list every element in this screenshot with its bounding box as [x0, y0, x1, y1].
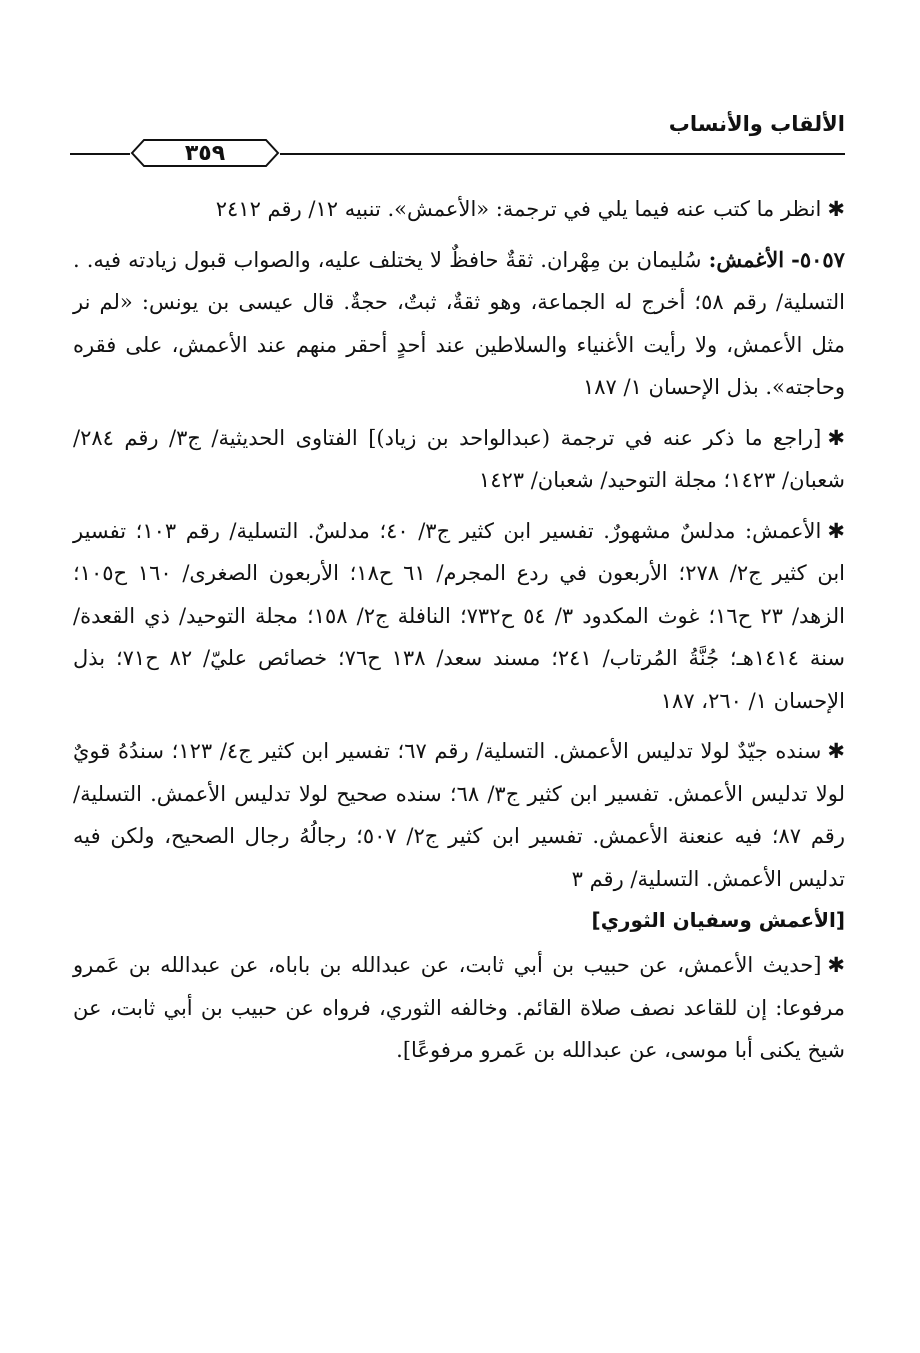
page-number-badge [130, 136, 280, 170]
page-number: ٣٥٩ [184, 141, 226, 166]
bullet-star-icon: ✱ [827, 425, 845, 450]
entry-note [73, 944, 845, 1072]
bullet-star-icon: ✱ [827, 518, 845, 543]
entry-text: سنده جيّدٌ لولا تدليس الأعمش. التسلية/ رقم ٦٧؛ تفسير ابن كثير ج٤/ ١٢٣؛ سندُهُ قويٌ لولا تدليس الأعمش. تفسير ابن كثير ج٣/ ٦٨؛ سنده صحيح لولا تدليس الأعمش. التسلية/ رقم ٨٧؛ فيه عنعنة الأعمش. تفسير ابن كثير ج٢/ ٥٠٧؛ رجالُهُ رجال الصحيح، ولكن فيه تدليس الأعمش. التسلية/ رقم ٣ [73, 739, 846, 891]
entry-text: الأعمش: مدلسٌ مشهورٌ. تفسير ابن كثير ج٣/ ٤٠؛ مدلسٌ. التسلية/ رقم ١٠٣؛ تفسير ابن كثير ج٢/ ٢٧٨؛ الأربعون في ردع المجرم/ ٦١ ح١٨؛ الأربعون الصغرى/ ١٦٠ ح١٠٥؛ الزهد/ ٢٣ ح١٦؛ غوث المكدود ٣/ ٥٤ ح٧٣٢؛ النافلة ج٢/ ١٥٨؛ مجلة التوحيد/ ذي القعدة/ سنة ١٤١٤هـ؛ جُنَّةُ المُرتاب/ ٢٤١؛ مسند سعد/ ١٣٨ ح٧٦؛ خصائص عليّ/ ٨٢ ح٧١؛ بذل الإحسان ١/ ٢٦٠، ١٨٧ [73, 518, 846, 713]
entry-note [73, 730, 845, 900]
section-heading: [الأعمش وسفيان الثوري] [591, 908, 845, 932]
document-body [73, 188, 845, 1072]
entry-text: [حديث الأعمش، عن حبيب بن أبي ثابت، عن عبدالله بن باباه، عن عبدالله بن عَمرو مرفوعا: إن للقاعد نصف صلاة القائم. وخالفه الثوري، فرواه عن حبيب بن أبي ثابت، عن شيخ يكنى أبا موسى، عن عبدالله بن عَمرو مرفوعًا]. [73, 953, 845, 1062]
bullet-star-icon: ✱ [827, 739, 845, 763]
entry-text: [راجع ما ذكر عنه في ترجمة (عبدالواحد بن زياد)] الفتاوى الحديثية/ ج٣/ رقم ٢٨٤/ شعبان/ ١٤٢٣؛ مجلة التوحيد/ شعبان/ ١٤٢٣ [73, 425, 845, 492]
entry-number: ٥٠٥٧- [791, 246, 845, 272]
entry-main [73, 239, 845, 409]
entry-note [73, 188, 845, 231]
page-header [70, 108, 845, 168]
entry-text: انظر ما كتب عنه فيما يلي في ترجمة: «الأعمش». تنبيه ١٢/ رقم ٢٤١٢ [215, 197, 822, 221]
bullet-star-icon: ✱ [827, 197, 845, 221]
entry-note [73, 417, 845, 502]
running-title: الألقاب والأنساب [668, 112, 845, 136]
entry-note [73, 510, 845, 723]
bullet-star-icon: ✱ [827, 953, 845, 977]
entry-text: سُليمان بن مِهْران. ثقةٌ حافظٌ لا يختلف عليه، والصواب قبول زيادته فيه. . التسلية/ رقم ٥٨؛ أخرج له الجماعة، وهو ثقةٌ، ثبتٌ، حجةٌ. قال عيسى بن يونس: «لم نر مثل الأعمش، ولا رأيت الأغنياء والسلاطين عند أحدٍ أحقر منهم عند الأعمش، على فقره وحاجته». بذل الإحسان ١/ ١٨٧ [73, 247, 845, 399]
entry-name: الأغمش: [708, 246, 785, 272]
